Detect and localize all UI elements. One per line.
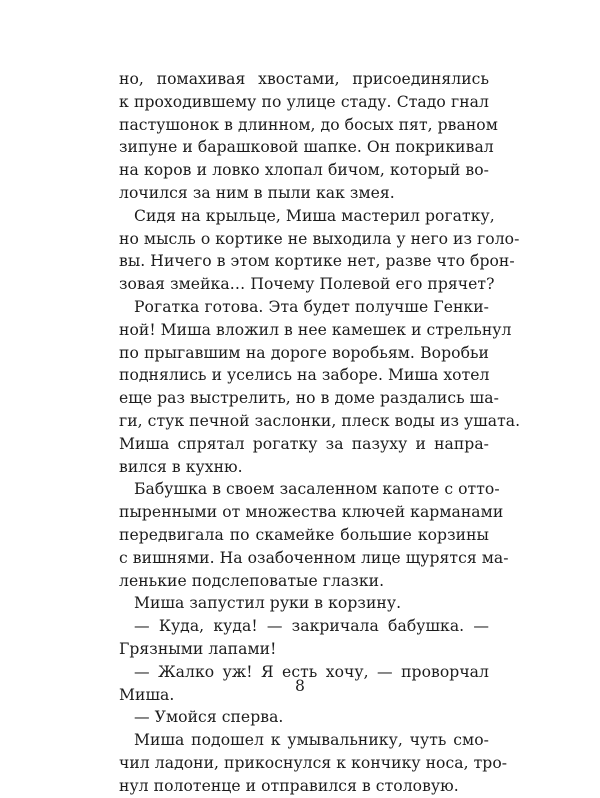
text-line: ной! Миша вложил в нее камешек и стрельнул (119, 320, 512, 339)
text-line: пастушонок в длинном, до босых пят, рваном (119, 115, 498, 134)
page-number: 8 (295, 677, 305, 695)
text-line: поднялись и уселись на заборе. Миша хотел (119, 366, 490, 385)
text-line: Сидя на крыльце, Миша мастерил рогатку, (134, 206, 495, 225)
text-line: вы. Ничего в этом кортике нет, разве что брон- (119, 252, 515, 271)
text-line: — Умойся сперва. (134, 708, 284, 727)
text-line: лочился за ним в пыли как змея. (119, 183, 395, 202)
text-line: Миша спрятал рогатку за пазуху и напра- (119, 434, 489, 453)
text-line: пыренными от множества ключей карманами (119, 503, 504, 522)
text-line: вился в кухню. (119, 457, 243, 476)
text-line: ленькие подслеповатые глазки. (119, 571, 385, 590)
text-line: чил ладони, прикоснулся к кончику носа, тро- (119, 753, 508, 772)
text-line: нул полотенце и отправился в столовую. (119, 776, 459, 795)
text-line: Грязными лапами! (119, 639, 277, 658)
text-line: но мысль о кортике не выходила у него из голо- (119, 229, 520, 248)
text-line: с вишнями. На озабоченном лице щурятся ма- (119, 548, 509, 567)
text-line: Бабушка в своем засаленном капоте с отто- (134, 480, 500, 499)
text-line: зовая змейка… Почему Полевой его прячет? (119, 275, 495, 294)
text-line: на коров и ловко хлопал бичом, который во- (119, 161, 489, 180)
text-line: — Куда, куда! — закричала бабушка. — (134, 617, 489, 636)
text-line: Рогатка готова. Эта будет получше Генки- (134, 297, 489, 316)
text-line: ги, стук печной заслонки, плеск воды из ушата. (119, 411, 521, 430)
text-line: Миша запустил руки в корзину. (134, 594, 402, 613)
text-line: к проходившему по улице стаду. Стадо гнал (119, 92, 489, 111)
text-line: — Жалко уж! Я есть хочу, — проворчал (134, 662, 489, 681)
text-line: по прыгавшим на дороге воробьям. Воробьи (119, 343, 489, 362)
text-line: Миша подошел к умывальнику, чуть смо- (134, 731, 489, 750)
text-line: но, помахивая хвостами, присоединялись (119, 70, 489, 88)
text-line: еще раз выстрелить, но в доме раздались ша- (119, 389, 499, 408)
text-line: передвигала по скамейке большие корзины (119, 525, 489, 544)
text-line: зипуне и барашковой шапке. Он покрикивал (119, 138, 494, 157)
text-line: Миша. (119, 685, 175, 704)
